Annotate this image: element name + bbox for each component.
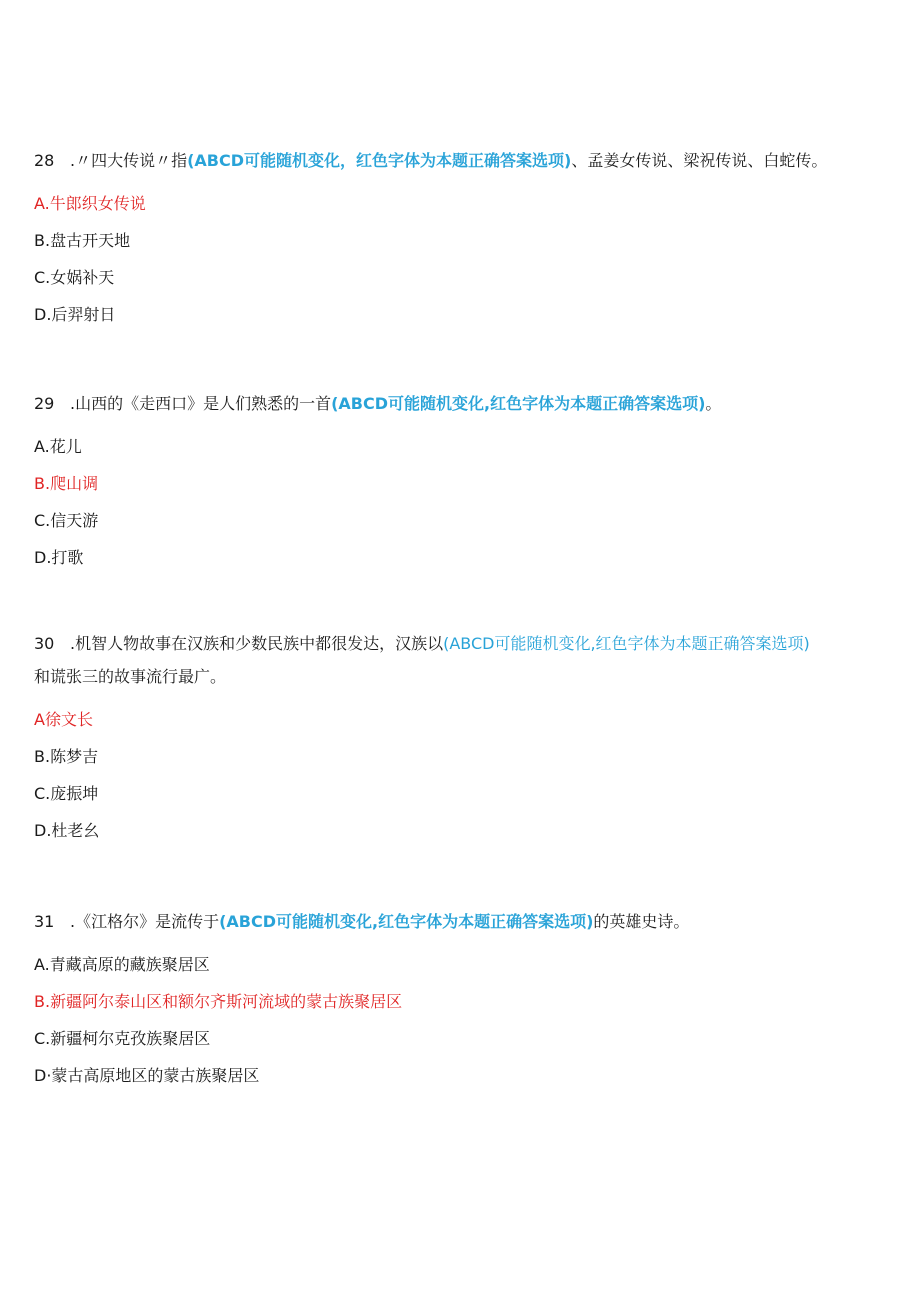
option-c[interactable]: C.信天游: [34, 511, 99, 530]
option-d[interactable]: D.打歌: [34, 548, 84, 567]
question-31: [34, 905, 894, 1086]
option-b[interactable]: B.盘古开天地: [34, 231, 131, 250]
answer-hint: (ABCD可能随机变化,红色字体为本题正确答案选项): [331, 394, 706, 413]
option-b[interactable]: B.爬山调: [34, 474, 99, 493]
option-d[interactable]: D·蒙古高原地区的蒙古族聚居区: [34, 1066, 260, 1085]
option-a[interactable]: A.花儿: [34, 437, 82, 456]
option-c[interactable]: C.新疆柯尔克孜族聚居区: [34, 1029, 211, 1048]
question-number: 30: [34, 634, 55, 653]
option-a[interactable]: A.青藏高原的藏族聚居区: [34, 955, 210, 974]
option-d[interactable]: D.后羿射日: [34, 305, 116, 324]
question-29: [34, 387, 894, 568]
question-number: 31: [34, 912, 55, 931]
question-stem: [34, 905, 894, 938]
question-stem: [34, 627, 894, 693]
stem-text-after: 。: [705, 394, 722, 413]
stem-text-after: 、孟姜女传说、梁祝传说、白蛇传。: [571, 151, 828, 170]
option-a[interactable]: A.牛郎织女传说: [34, 194, 146, 213]
option-c[interactable]: C.女娲补天: [34, 268, 115, 287]
question-number: 28: [34, 151, 55, 170]
stem-text: .机智人物故事在汉族和少数民族中都很发达，汉族以: [70, 634, 444, 653]
option-a[interactable]: A徐文长: [34, 710, 93, 729]
answer-hint: (ABCD可能随机变化，红色字体为本题正确答案选项): [187, 151, 572, 170]
option-d[interactable]: D.杜老幺: [34, 821, 100, 840]
question-stem: [34, 144, 894, 177]
stem-text-after: 的英雄史诗。: [593, 912, 690, 931]
option-b[interactable]: B.陈梦吉: [34, 747, 99, 766]
option-c[interactable]: C.庞振坤: [34, 784, 99, 803]
answer-hint: (ABCD可能随机变化,红色字体为本题正确答案选项): [219, 912, 594, 931]
stem-text-after: 和谎张三的故事流行最广。: [34, 667, 227, 686]
question-number: 29: [34, 394, 55, 413]
question-stem: [34, 387, 894, 420]
answer-hint: (ABCD可能随机变化,红色字体为本题正确答案选项): [443, 634, 810, 653]
stem-text: .〃四大传说〃指: [70, 151, 188, 170]
stem-text: .《江格尔》是流传于: [70, 912, 220, 931]
question-28: [34, 144, 894, 325]
stem-text: .山西的《走西口》是人们熟悉的一首: [70, 394, 332, 413]
question-30: [34, 627, 894, 841]
option-b[interactable]: B.新疆阿尔泰山区和额尔齐斯河流域的蒙古族聚居区: [34, 992, 403, 1011]
